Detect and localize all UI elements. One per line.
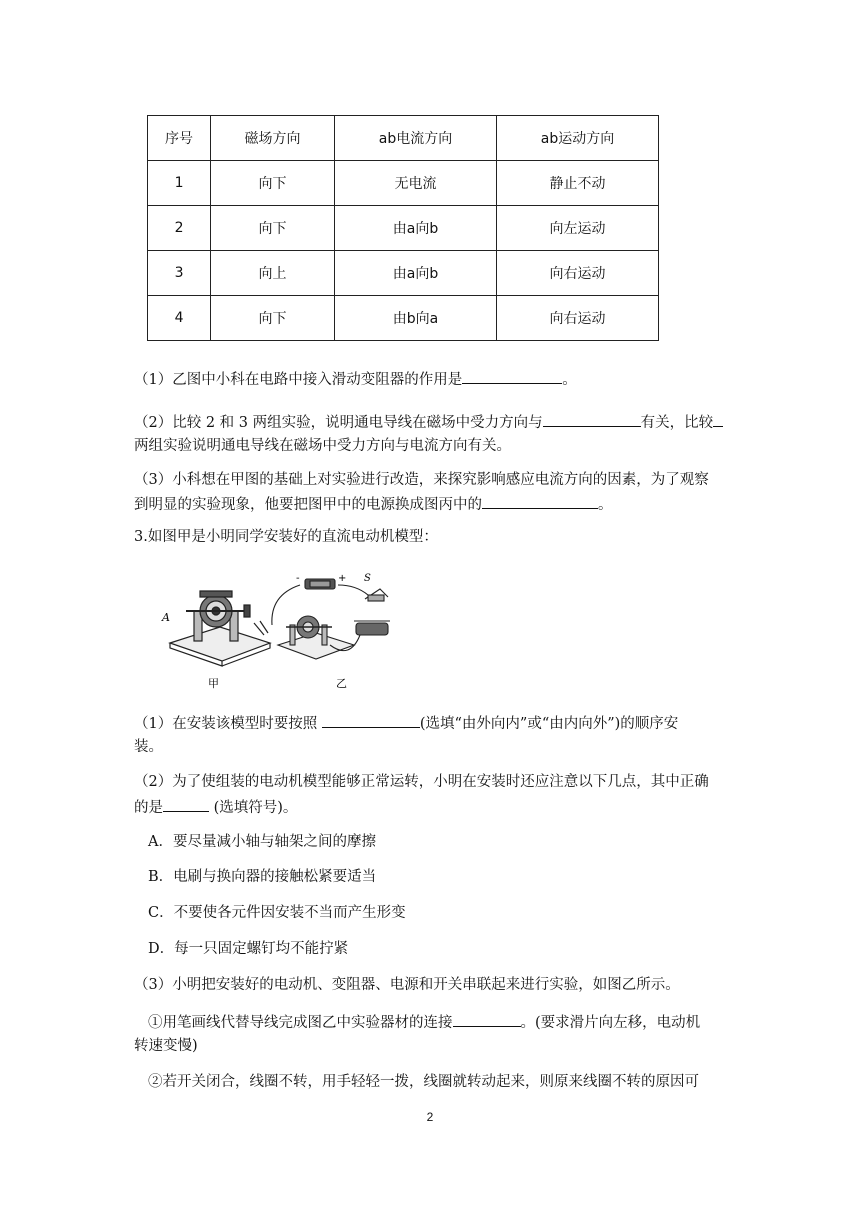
- q3-part3-item2: ②若开关闭合，线圈不转，用手轻轻一拨，线圈就转动起来，则原来线圈不转的原因可: [148, 1074, 699, 1090]
- table-cell: 无电流: [335, 161, 497, 206]
- label-jia: 甲: [208, 677, 219, 690]
- option-b[interactable]: B．电刷与换向器的接触松紧要适当: [148, 869, 377, 885]
- answer-blank[interactable]: [482, 494, 598, 509]
- q3-part1-line1: （1）在安装该模型时要按照 (选填“由外向内”或“由内向外”)的顺序安: [134, 713, 678, 734]
- q3-part2-line1: （2）为了使组装的电动机模型能够正常运转，小明在安装时还应注意以下几点，其中正确: [134, 774, 709, 790]
- table-cell: 由a向b: [335, 206, 497, 251]
- table-cell: 1: [148, 161, 211, 206]
- q3-part3-item1-line1: ①用笔画线代替导线完成图乙中实验器材的连接 。(要求滑片向左移，电动机: [148, 1012, 700, 1033]
- table-cell: 向左运动: [497, 206, 659, 251]
- circuit-yi: [272, 579, 390, 659]
- table-row: [148, 251, 659, 296]
- table-cell: 向下: [211, 161, 335, 206]
- label-a: A: [162, 611, 170, 624]
- label-yi: 乙: [336, 677, 347, 690]
- experiment-table: [147, 115, 659, 341]
- table-cell: 向下: [211, 296, 335, 341]
- table-cell: 向上: [211, 251, 335, 296]
- motor-model-jia: [170, 591, 270, 666]
- page-number: 2: [426, 1110, 434, 1124]
- table-cell: 2: [148, 206, 211, 251]
- table-cell: 向右运动: [497, 251, 659, 296]
- battery-minus-label: -: [296, 573, 300, 584]
- table-cell: 由b向a: [335, 296, 497, 341]
- q2-part2-line1: （2）比较 2 和 3 两组实验，说明通电导线在磁场中受力方向与 有关，比较: [134, 412, 723, 433]
- q2-part3-line2: 到明显的实验现象，他要把图甲中的电源换成图丙中的 。: [134, 494, 613, 515]
- answer-blank[interactable]: [453, 1012, 521, 1027]
- answer-blank[interactable]: [713, 412, 723, 427]
- table-cell: 3: [148, 251, 211, 296]
- battery-plus-label: +: [338, 573, 347, 584]
- table-row: [148, 296, 659, 341]
- answer-blank[interactable]: [163, 797, 209, 812]
- table-cell: 向下: [211, 206, 335, 251]
- q2-part1: （1）乙图中小科在电路中接入滑动变阻器的作用是 。: [134, 369, 577, 390]
- table-header: ab电流方向: [335, 116, 497, 161]
- q3-part3-item1-line2: 转速变慢): [134, 1038, 198, 1054]
- q3-part3: （3）小明把安装好的电动机、变阻器、电源和开关串联起来进行实验，如图乙所示。: [134, 977, 680, 993]
- q2-part2-line2: 两组实验说明通电导线在磁场中受力方向与电流方向有关。: [134, 438, 511, 454]
- motor-figure: [160, 565, 390, 695]
- table-header: ab运动方向: [497, 116, 659, 161]
- option-d[interactable]: D．每一只固定螺钉均不能拧紧: [148, 941, 349, 957]
- table-header: 序号: [148, 116, 211, 161]
- table-cell: 静止不动: [497, 161, 659, 206]
- table-cell: 由a向b: [335, 251, 497, 296]
- answer-blank[interactable]: [543, 412, 641, 427]
- table-header: 磁场方向: [211, 116, 335, 161]
- option-a[interactable]: A．要尽量减小轴与轴架之间的摩擦: [148, 834, 376, 850]
- option-c[interactable]: C．不要使各元件因安装不当而产生形变: [148, 905, 406, 921]
- q3-part2-line2: 的是 (选填符号)。: [134, 797, 297, 818]
- table-row: [148, 206, 659, 251]
- answer-blank[interactable]: [462, 369, 562, 384]
- answer-blank[interactable]: [322, 713, 420, 728]
- q3-part1-line2: 装。: [134, 739, 163, 755]
- table-row: [148, 161, 659, 206]
- table-cell: 向右运动: [497, 296, 659, 341]
- q3-title: 3.如图甲是小明同学安装好的直流电动机模型：: [134, 529, 438, 545]
- table-cell: 4: [148, 296, 211, 341]
- table-header-row: [148, 116, 659, 161]
- q2-part3-line1: （3）小科想在甲图的基础上对实验进行改造，来探究影响感应电流方向的因素，为了观察: [134, 472, 709, 488]
- switch-label-s: S: [364, 573, 371, 584]
